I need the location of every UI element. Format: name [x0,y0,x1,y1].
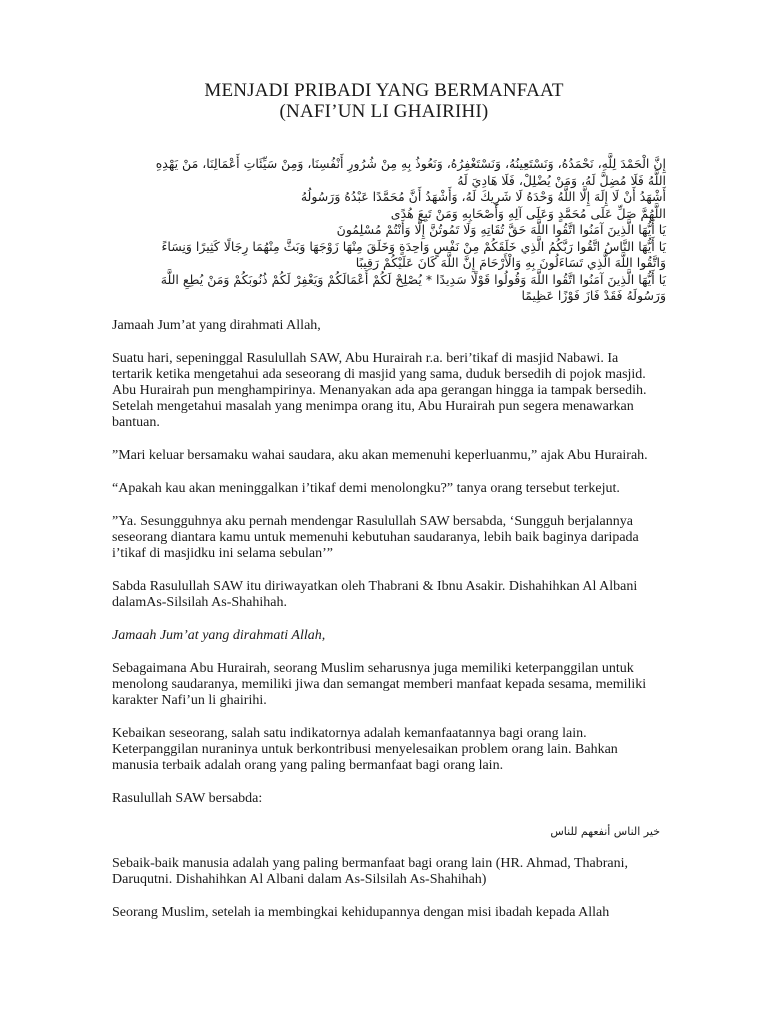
hadith-arabic: خير الناس أنفعهم للناس [550,825,660,838]
arabic-line: يَا أَيُّهَا الَّذِينَ آمَنُوا اتَّقُوا اللَّهَ حَقَّ تُقَاتِهِ وَلَا تَمُوتُنَّ إِلَّا وَأَنْتُمْ مُسْلِمُونَ [336,222,666,237]
arabic-line: يَا أَيُّهَا النَّاسُ اتَّقُوا رَبَّكُمُ الَّذِي خَلَقَكُمْ مِنْ نَفْسٍ وَاحِدَةٍ وَخَلَقَ مِنْهَا زَوْجَهَا وَبَثَّ مِنْهُمَا رِجَالًا كَثِيرًا وَنِسَاءً وَاتَّقُوا اللَّهَ الَّذِي تَسَاءَلُونَ بِهِ وَالْأَرْحَامَ إِنَّ اللَّهَ كَانَ عَلَيْكُمْ رَقِيبًا [161,238,666,270]
document-body [112,318,660,938]
paragraph: Sebagaimana Abu Hurairah, seorang Muslim seharusnya juga memiliki keterpanggilan untuk menolong saudaranya, memiliki jiwa dan semangat memberi manfaat kepada sesama, memiliki karakter Nafi’un li ghairihi. [112,661,647,708]
paragraph: ”Mari keluar bersamaku wahai saudara, aku akan memenuhi keperluanmu,” ajak Abu Hurairah. [112,448,648,463]
paragraph: Rasulullah SAW bersabda: [112,791,263,806]
paragraph: Jamaah Jum’at yang dirahmati Allah, [112,318,321,333]
paragraph-italic: Jamaah Jum’at yang dirahmati Allah, [112,628,326,643]
paragraph: Sabda Rasulullah SAW itu diriwayatkan oleh Thabrani & Ibnu Asakir. Dishahihkan Al Albani dalamAs-Silsilah As-Shahihah. [112,579,638,610]
document-subtitle: (NAFI’UN LI GHAIRIHI) [279,101,489,122]
paragraph: ”Ya. Sesungguhnya aku pernah mendengar Rasulullah SAW bersabda, ‘Sungguh berjalannya seseorang diantara kamu untuk memenuhi kebutuhan saudaranya, lebih baik baginya daripada i’tikaf di masjidku ini selama sebulan’” [112,514,639,561]
document-title: MENJADI PRIBADI YANG BERMANFAAT [204,80,564,101]
arabic-line: أَشْهَدُ أَنْ لَا إِلَهَ إِلَّا اللَّهُ وَحْدَهُ لَا شَرِيكَ لَهُ، وَأَشْهَدُ أَنَّ مُحَمَّدًا عَبْدُهُ وَرَسُولُهُ [300,189,666,204]
paragraph: Seorang Muslim, setelah ia membingkai kehidupannya dengan misi ibadah kepada Allah [112,905,610,920]
paragraph: Suatu hari, sepeninggal Rasulullah SAW, Abu Hurairah r.a. beri’tikaf di masjid Nabawi. Ia tertarik ketika mengetahui ada seseorang di masjid yang sama, duduk bersedih di pojok masjid. Abu Hurairah pun menghampirinya. Menanyakan ada apa gerangan hingga ia tampak bersedih. Setelah mengetahui masalah yang menimpa orang itu, Abu Hurairah pun segera menawarkan bantuan. [112,351,647,430]
paragraph: “Apakah kau akan meninggalkan i’tikaf demi menolongku?” tanya orang tersebut terkejut. [112,481,620,496]
paragraph: Sebaik-baik manusia adalah yang paling bermanfaat bagi orang lain (HR. Ahmad, Thabrani, Daruqutni. Dishahihkan Al Albani dalam As-Silsilah As-Shahihah) [112,856,629,887]
arabic-line: اللَّهُمَّ صَلِّ عَلَى مُحَمَّدٍ وَعَلَى آلِهِ وَأَصْحَابِهِ وَمَنْ تَبِعَ هُدًى [390,205,666,221]
arabic-line: إِنَّ الْحَمْدَ لِلَّهِ، نَحْمَدُهُ، وَنَسْتَعِينُهُ، وَنَسْتَغْفِرُهُ، وَنَعُوذُ بِهِ مِنْ شُرُورِ أَنْفُسِنَا، وَمِنْ سَيِّئَاتِ أَعْمَالِنَا، مَنْ يَهْدِهِ اللَّهُ فَلَا مُضِلَّ لَهُ، وَمَنْ يُضْلِلْ، فَلَا هَادِيَ لَهُ [155,156,666,188]
paragraph: Kebaikan seseorang, salah satu indikatornya adalah kemanfaatannya bagi orang lain. Keterpanggilan nuraninya untuk berkontribusi menyelesaikan problem orang lain. Bahkan manusia terbaik adalah orang yang paling bermanfaat bagi orang lain. [112,726,618,773]
arabic-opening [150,156,666,305]
arabic-line: يَا أَيُّهَا الَّذِينَ آمَنُوا اتَّقُوا اللَّهَ وَقُولُوا قَوْلًا سَدِيدًا * يُصْلِحْ لَكُمْ أَعْمَالَكُمْ وَيَغْفِرْ لَكُمْ ذُنُوبَكُمْ وَمَنْ يُطِعِ اللَّهَ وَرَسُولَهُ فَقَدْ فَازَ فَوْزًا عَظِيمًا [160,271,666,303]
